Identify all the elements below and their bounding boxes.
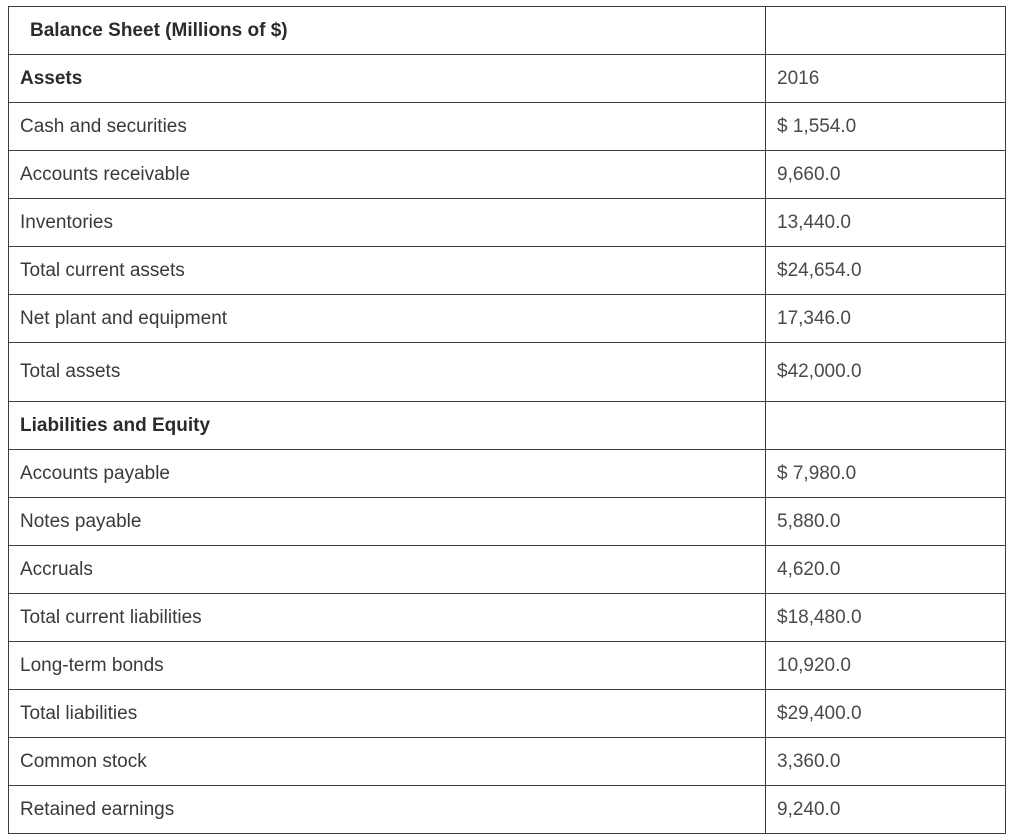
- row-value: 3,360.0: [766, 738, 1006, 786]
- row-value: $24,654.0: [766, 247, 1006, 295]
- table-row: [9, 295, 1006, 343]
- table-row: [9, 690, 1006, 738]
- table-row: [9, 151, 1006, 199]
- row-value: $42,000.0: [766, 343, 1006, 402]
- table-title-value: [766, 7, 1006, 55]
- table-title-row: [9, 7, 1006, 55]
- row-label: Total current assets: [9, 247, 766, 295]
- row-label: Long-term bonds: [9, 642, 766, 690]
- row-label: Total liabilities: [9, 690, 766, 738]
- row-label: Accounts receivable: [9, 151, 766, 199]
- row-label: Notes payable: [9, 498, 766, 546]
- table-row: [9, 450, 1006, 498]
- row-value: $ 1,554.0: [766, 103, 1006, 151]
- table-row: [9, 247, 1006, 295]
- row-label: Total current liabilities: [9, 594, 766, 642]
- table-row: [9, 199, 1006, 247]
- table-row: [9, 786, 1006, 834]
- row-value: 10,920.0: [766, 642, 1006, 690]
- year-header: 2016: [766, 55, 1006, 103]
- row-value: 17,346.0: [766, 295, 1006, 343]
- row-value: 5,880.0: [766, 498, 1006, 546]
- table-title: Balance Sheet (Millions of $): [9, 7, 766, 55]
- liabilities-header-value: [766, 402, 1006, 450]
- row-value: 4,620.0: [766, 546, 1006, 594]
- table-row: [9, 546, 1006, 594]
- table-row: [9, 594, 1006, 642]
- liabilities-header-row: [9, 402, 1006, 450]
- row-label: Cash and securities: [9, 103, 766, 151]
- row-label: Common stock: [9, 738, 766, 786]
- assets-header: Assets: [9, 55, 766, 103]
- liabilities-header: Liabilities and Equity: [9, 402, 766, 450]
- row-label: Net plant and equipment: [9, 295, 766, 343]
- row-label: Accruals: [9, 546, 766, 594]
- row-value: $ 7,980.0: [766, 450, 1006, 498]
- row-label: Total assets: [9, 343, 766, 402]
- assets-header-row: [9, 55, 1006, 103]
- row-label: Retained earnings: [9, 786, 766, 834]
- balance-sheet-table: [8, 6, 1006, 834]
- row-value: 9,660.0: [766, 151, 1006, 199]
- table-row: [9, 498, 1006, 546]
- table-row: [9, 642, 1006, 690]
- table-row: [9, 343, 1006, 402]
- table-row: [9, 103, 1006, 151]
- row-value: $29,400.0: [766, 690, 1006, 738]
- row-label: Inventories: [9, 199, 766, 247]
- row-value: 13,440.0: [766, 199, 1006, 247]
- row-value: 9,240.0: [766, 786, 1006, 834]
- table-row: [9, 738, 1006, 786]
- row-label: Accounts payable: [9, 450, 766, 498]
- row-value: $18,480.0: [766, 594, 1006, 642]
